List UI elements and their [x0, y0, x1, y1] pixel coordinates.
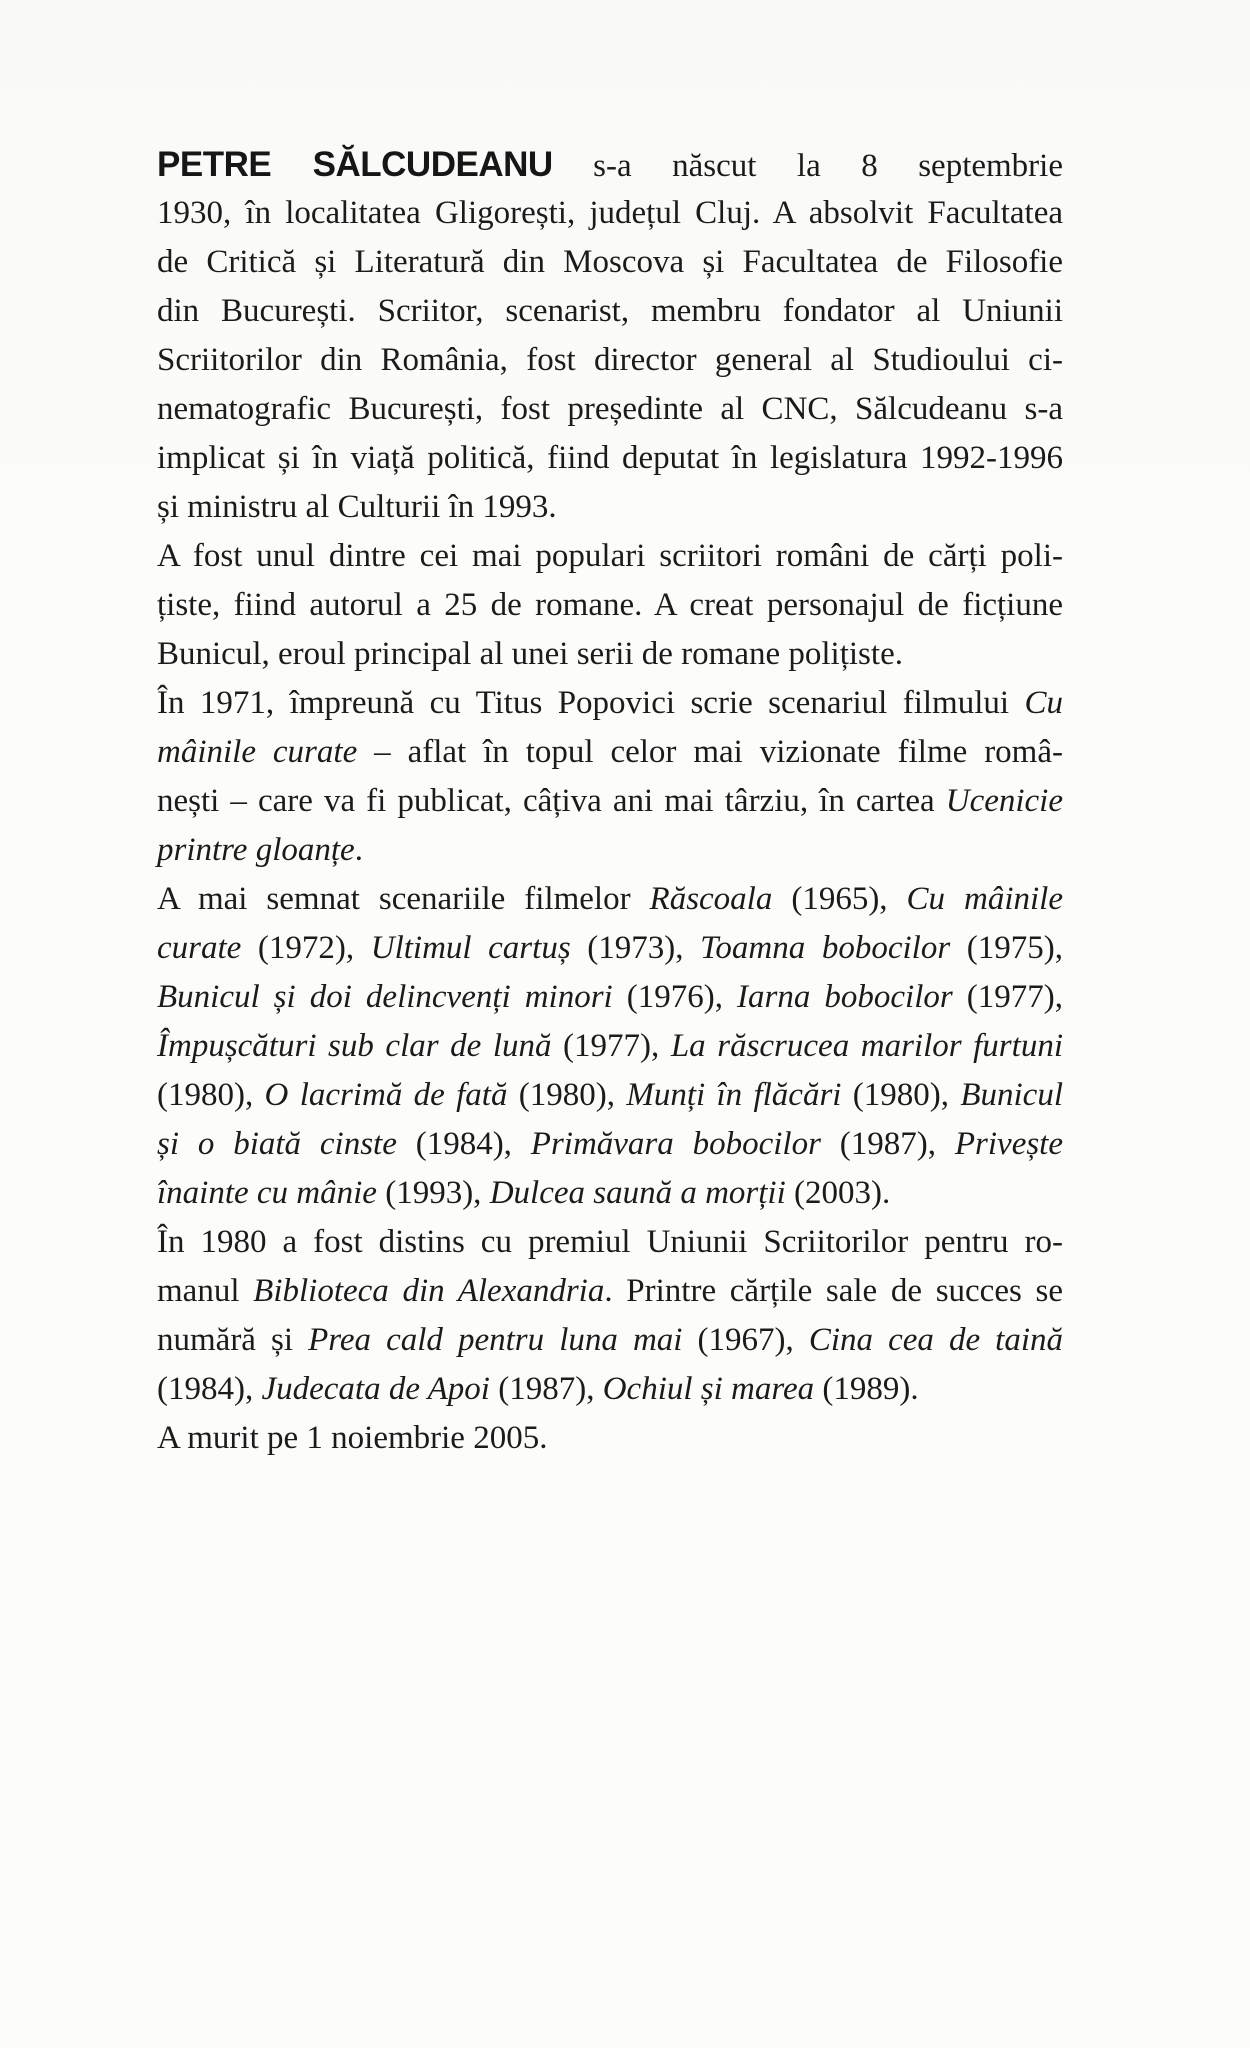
text-segment: În 1971, împreună cu Titus Popovici scrie scenariul filmului: [157, 685, 1025, 721]
text-line: [157, 679, 1063, 728]
work-title-italic: Prea cald pentru luna mai: [308, 1322, 683, 1358]
text-line: [157, 630, 1063, 679]
text-line: [157, 532, 1063, 581]
work-title-italic: O lacrimă de fată: [264, 1077, 508, 1113]
text-segment: 1930, în localitatea Gligorești, județul Cluj. A absolvit Facultatea: [157, 195, 1063, 231]
text-segment: (1976),: [612, 979, 738, 1015]
work-title-italic: Primăvara bobocilor: [530, 1126, 821, 1162]
work-title-italic: Dulcea saună a morții: [489, 1175, 786, 1211]
work-title-italic: Munți în flăcări: [626, 1077, 842, 1113]
text-line: [157, 924, 1063, 973]
text-segment: A fost unul dintre cei mai populari scriitori români de cărți poli-: [157, 538, 1063, 574]
work-title-italic: Împușcături sub clar de lună: [157, 1028, 552, 1064]
work-title-italic: Ochiul și marea: [602, 1371, 815, 1407]
text-line: [157, 238, 1063, 287]
text-segment: (2003).: [785, 1175, 891, 1211]
text-segment: (1980),: [507, 1077, 627, 1113]
text-segment: A mai semnat scenariile filmelor: [157, 881, 650, 917]
text-segment: și ministru al Culturii în 1993.: [157, 489, 557, 525]
text-line: [157, 189, 1063, 238]
text-line: [157, 1365, 1063, 1414]
text-segment: . Printre cărțile sale de succes se: [604, 1273, 1063, 1309]
text-segment: s-a născut la 8 septembrie: [552, 148, 1063, 184]
work-title-italic: Ucenicie: [945, 783, 1063, 819]
text-line: [157, 826, 1063, 875]
text-segment: Scriitorilor din România, fost director general al Studioului ci-: [157, 342, 1063, 378]
text-segment: nematografic București, fost președinte al CNC, Sălcudeanu s-a: [157, 391, 1063, 427]
text-segment: numără și: [157, 1322, 309, 1358]
text-line: [157, 1316, 1063, 1365]
text-line: [157, 728, 1063, 777]
text-line: [157, 1120, 1063, 1169]
text-segment: (1977),: [952, 979, 1063, 1015]
work-title-italic: Iarna bobocilor: [737, 979, 953, 1015]
text-line: [157, 1218, 1063, 1267]
work-title-italic: Cina cea de taină: [808, 1322, 1063, 1358]
work-title-italic: Biblioteca din Alexandria: [253, 1273, 605, 1309]
text-line: [157, 1022, 1063, 1071]
work-title-italic: Judecata de Apoi: [261, 1371, 490, 1407]
text-line: [157, 287, 1063, 336]
text-line: [157, 385, 1063, 434]
text-segment: (1980),: [157, 1077, 265, 1113]
work-title-italic: Cu: [1024, 685, 1063, 721]
work-title-italic: Privește: [954, 1126, 1063, 1162]
text-line: [157, 434, 1063, 483]
work-title-italic: mâinile curate: [157, 734, 358, 770]
text-line: [157, 140, 1063, 189]
text-segment: (1975),: [950, 930, 1063, 966]
biography-text-block: [157, 140, 1063, 1463]
work-title-italic: și o biată cinste: [157, 1126, 397, 1162]
text-segment: (1980),: [841, 1077, 961, 1113]
text-segment: În 1980 a fost distins cu premiul Uniunii Scriitorilor pentru ro-: [157, 1224, 1063, 1260]
text-segment: din București. Scriitor, scenarist, membru fondator al Uniunii: [157, 293, 1063, 329]
text-line: [157, 483, 1063, 532]
text-line: [157, 875, 1063, 924]
text-segment: țiste, fiind autorul a 25 de romane. A creat personajul de ficțiune: [157, 587, 1063, 623]
text-segment: (1984),: [396, 1126, 531, 1162]
work-title-italic: Bunicul și doi delincvenți minori: [157, 979, 613, 1015]
text-line: [157, 777, 1063, 826]
work-title-italic: Bunicul: [960, 1077, 1063, 1113]
work-title-italic: curate: [157, 930, 242, 966]
text-segment: (1993),: [376, 1175, 490, 1211]
work-title-italic: înainte cu mânie: [157, 1175, 377, 1211]
text-segment: de Critică și Literatură din Moscova și Facultatea de Filosofie: [157, 244, 1063, 280]
text-segment: (1987),: [489, 1371, 603, 1407]
text-segment: (1984),: [157, 1371, 262, 1407]
text-segment: manul: [157, 1273, 254, 1309]
text-segment: A murit pe 1 noiembrie 2005.: [157, 1420, 548, 1456]
text-line: [157, 1169, 1063, 1218]
text-segment: (1989).: [814, 1371, 919, 1407]
text-segment: (1965),: [772, 881, 907, 917]
text-segment: .: [354, 832, 363, 868]
work-title-italic: Ultimul cartuș: [370, 930, 571, 966]
text-segment: (1987),: [820, 1126, 955, 1162]
work-title-italic: Răscoala: [649, 881, 773, 917]
text-segment: – aflat în topul celor mai vizionate filme româ-: [357, 734, 1063, 770]
text-line: [157, 973, 1063, 1022]
text-segment: (1972),: [241, 930, 371, 966]
text-segment: (1967),: [682, 1322, 809, 1358]
text-segment: (1977),: [551, 1028, 671, 1064]
text-segment: nești – care va fi publicat, câțiva ani mai târziu, în cartea: [157, 783, 946, 819]
author-name-heading: PETRE SĂLCUDEANU: [157, 145, 553, 184]
text-line: [157, 581, 1063, 630]
text-segment: (1973),: [570, 930, 701, 966]
text-segment: implicat și în viață politică, fiind deputat în legislatura 1992-1996: [157, 440, 1063, 476]
work-title-italic: Toamna bobocilor: [700, 930, 951, 966]
text-line: [157, 336, 1063, 385]
work-title-italic: La răscrucea marilor furtuni: [670, 1028, 1063, 1064]
work-title-italic: printre gloanțe: [157, 832, 355, 868]
text-line: [157, 1267, 1063, 1316]
text-line: [157, 1071, 1063, 1120]
text-segment: Bunicul, eroul principal al unei serii de romane polițiste.: [157, 636, 903, 672]
work-title-italic: Cu mâinile: [906, 881, 1063, 917]
text-line: [157, 1414, 1063, 1463]
